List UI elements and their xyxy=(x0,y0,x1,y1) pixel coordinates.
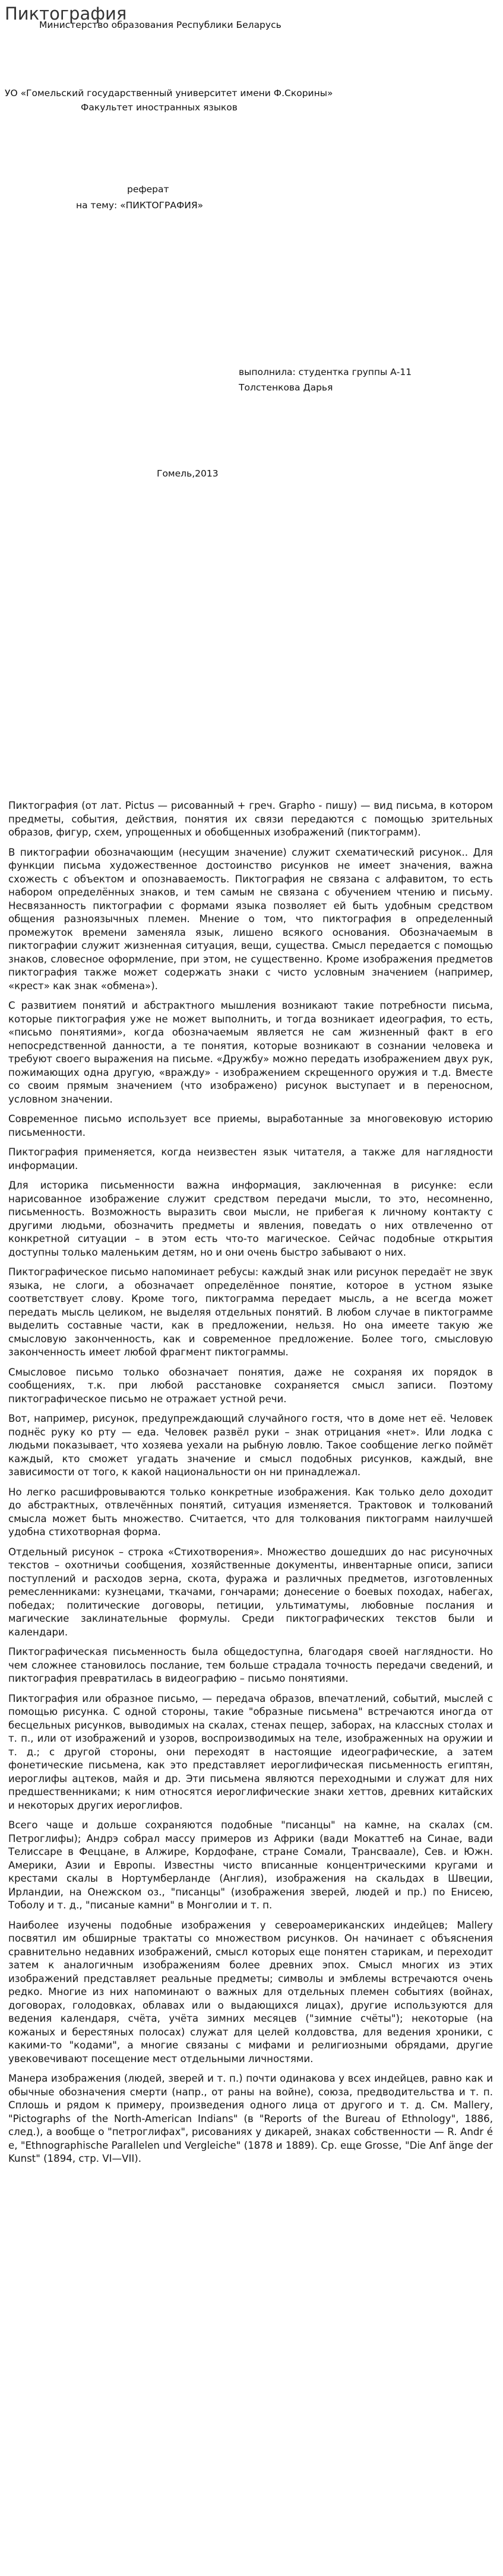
paragraph: Смысловое письмо только обозначает понятия, даже не сохраняя их порядок в сообщениях, т.к. при любой расстановке сохраняется смысл записи. Поэтому пиктографическое письмо не отражает устной речи. xyxy=(8,1366,493,1405)
paragraph: Для историка письменности важна информация, заключенная в рисунке: если нарисованное изображение служит средством передачи мысли, то это, несомненно, письменность. Возможность выразить свои мысли, не прибегая к личному контакту с другими людьми, обозначить предметы и явления, поведать о них отвлеченно от конкретной ситуации – в этом есть что-то магическое. Сейчас подобные открытия доступны только маленьким детям, но и они очень быстро забывают о них. xyxy=(8,1180,493,1258)
cover-topic: на тему: «ПИКТОГРАФИЯ» xyxy=(76,200,204,211)
cover-university: УО «Гомельский государственный университет имени Ф.Скорины» xyxy=(5,88,333,99)
paragraph: Наиболее изучены подобные изображения у североамериканских индейцев; Mallery посвятил им обширные трактаты со множеством рисунков. Он начинает с объяснения сравнительно недавних изображений, смысл которых еще понятен старикам, и переходит затем к аналогичным изображениям более древних эпох. Смысл многих из этих изображений представляет реальные предметы; символы и эмблемы встречаются очень редко. Многие из них напоминают о важных для отдельных племен событиях (войнах, договорах, голодовках, облавах или о выдающихся лицах), другие используются для ведения календаря, счёта, учёта зимних месяцев ("зимние счёты"); некоторые (на кожаных и берестяных полосах) служат для целей колдовства, для ведения хроники, с какими-то "кодами", а многие связаны с мифами и религиозными обрядами, другие увековечивают посещение мест отдельными личностями. xyxy=(8,1919,493,2064)
cover-doc-type: реферат xyxy=(127,184,169,195)
paragraph: Пиктографическая письменность была общедоступна, благодаря своей наглядности. Но чем сложнее становилось послание, тем больше страдала точность передачи сведений, и пиктография превратилась в видеографию – письмо понятиями. xyxy=(8,1646,493,1684)
paragraph: Вот, например, рисунок, предупреждающий случайного гостя, что в доме нет её. Человек поднёс руку ко рту — еда. Человек развёл руки – знак отрицания «нет». Или лодка с людьми показывает, что хозяева уехали на рыбную ловлю. Такое сообщение легко поймёт каждый, кто сможет угадать значение и смысл подобных рисунков, каждый, вне зависимости от того, к какой национальности он ни принадлежал. xyxy=(8,1413,493,1478)
cover-ministry: Министерство образования Республики Беларусь xyxy=(39,20,281,30)
cover-faculty: Факультет иностранных языков xyxy=(81,102,238,113)
cover-city-year: Гомель,2013 xyxy=(157,468,219,479)
paragraph: Манера изображения (людей, зверей и т. п.) почти одинакова у всех индейцев, равно как и обычные обозначения смерти (напр., от раны на войне), союза, предводительства и т. п. Сплошь и рядом к примеру, произведения одного лица от другого и т. д. См. Mallery, "Pictographs of the North-American Indians" (в "Reports of the Bureau of Ethnology", 1886, след.), а вообще о "петроглифах", рисованиях у дикарей, знаках собственности — R. Andr é e, "Ethnographische Parallelen und Vergleiche" (1878 и 1889). Ср. еще Grosse, "Die Anf änge der Kunst" (1894, стр. VI—VII). xyxy=(8,2073,493,2164)
cover-performed-by: выполнила: студентка группы А-11 xyxy=(239,367,412,377)
paragraph: Отдельный рисунок – строка «Стихотворения». Множество дошедших до нас рисуночных текстов – охотничьи сообщения, хозяйственные документы, инвентарные описи, записи поступлений и расходов зерна, скота, фуража и различных предметов, изготовленных ремесленниками: кузнецами, ткачами, гончарами; донесение о боевых походах, набегах, победах; политические договоры, петиции, ультиматумы, любовные послания и магические заклинательные формулы. Среди пиктографических текстов были и календари. xyxy=(8,1546,493,1638)
paragraph: Пиктография (от лат. Pictus — рисованный + греч. Grapho - пишу) — вид письма, в котором предметы, события, действия, понятия их связи передаются с помощью зрительных образов, фигур, схем, упрощенных и обобщенных изображений (пиктограмм). xyxy=(8,800,493,838)
cover-author: Толстенкова Дарья xyxy=(239,382,333,393)
paragraph: Пиктография применяется, когда неизвестен язык читателя, а также для наглядности информации. xyxy=(8,1146,493,1171)
document-title: Пиктография xyxy=(5,4,127,24)
paragraph: С развитием понятий и абстрактного мышления возникают такие потребности письма, которые пиктография уже не может выполнить, и тогда возникает идеография, то есть, «письмо понятиями», когда обозначаемым является не сам жизненный факт в его непосредственной данности, а те понятия, которые возникают в сознании человека и требуют своего выражения на письме. «Дружбу» можно передать изображением двух рук, пожимающих одна другую, «вражду» - изображением скрещенного оружия и т.д. Вместе со своим прямым значением (что изображено) рисунок выступает и в переносном, условном значении. xyxy=(8,1000,493,1105)
body-text xyxy=(8,799,493,2172)
paragraph: Пиктографическое письмо напоминает ребусы: каждый знак или рисунок передаёт не звук языка, не слоги, а обозначает определённое понятие, которое в устном языке соответствует слову. Кроме того, пиктограмма передает мысль, а не всегда может передать мысль целиком, не выделяя отдельных понятий. В любом случае в пиктограмме выделить составные части, как в предложении, нельзя. Но она имеете такую же смысловую законченность, как и современное предложение. Более того, смысловую законченность имеет любой фрагмент пиктограммы. xyxy=(8,1266,493,1358)
paragraph: Пиктография или образное письмо, — передача образов, впечатлений, событий, мыслей с помощью рисунка. С одной стороны, такие "образные письмена" встречаются иногда от бесцельных рисунков, выводимых на скалах, стенах пещер, заборах, на классных столах и т. п., или от изображений и узоров, воспроизводимых на теле, изображенных на оружии и т. д.; с другой стороны, они переходят в настоящие идеографические, а затем фонетические письмена, как это представляет иероглифическая письменность египтян, иероглифы ацтеков, майя и др. Эти письмена являются переходными и служат для них предшественниками; к ним относятся иероглифические знаки хеттов, древних китайских и некоторых других иероглифов. xyxy=(8,1692,493,1811)
paragraph: В пиктографии обозначающим (несущим значение) служит схематический рисунок.. Для функции письма художественное достоинство рисунков не имеет значения, важна схожесть с объектом и опознаваемость. Пиктография не связана с алфавитом, то есть набором определённых знаков, и тем самым не связана с обучением чтению и письму. Несвязанность пиктографии с формами языка позволяет ей быть удобным средством общения разноязычных племен. Мнение о том, что пиктография в определенный промежуток времени заменяла язык, лишено всякого основания. Обозначаемым в пиктографии служит жизненная ситуация, вещи, существа. Смысл передается с помощью знаков, словесное оформление, при этом, не существенно. Кроме изображения предметов пиктография также может содержать знаки с чисто условным значением (например, «крест» как знак «обмена»). xyxy=(8,846,493,992)
paragraph: Но легко расшифровываются только конкретные изображения. Как только дело доходит до абстрактных, отвлечённых понятий, ситуация изменяется. Трактовок и толкований смысла может быть множество. Считается, что для толкования пиктограмм наилучшей удобна стихотворная форма. xyxy=(8,1486,493,1538)
paragraph: Всего чаще и дольше сохраняются подобные "писанцы" на камне, на скалах (см. Петроглифы); Андрэ собрал массу примеров из Африки (вади Мокаттеб на Синае, вади Телиссаре в Феццане, в Алжире, Кордофане, стране Сомали, Трансваале), Сев. и Южн. Америки, Азии и Европы. Известны чисто вписанные концентрическими кругами и крестами скалы в Нортумберланде (Англия), изображения на скальдах в Швеции, Ирландии, на Онежском оз., "писанцы" (изображения зверей, людей и пр.) по Енисею, Тоболу и т. д., "писаные камни" в Монголии и т. п. xyxy=(8,1819,493,1911)
paragraph: Современное письмо использует все приемы, выработанные за многовековую историю письменности. xyxy=(8,1113,493,1138)
